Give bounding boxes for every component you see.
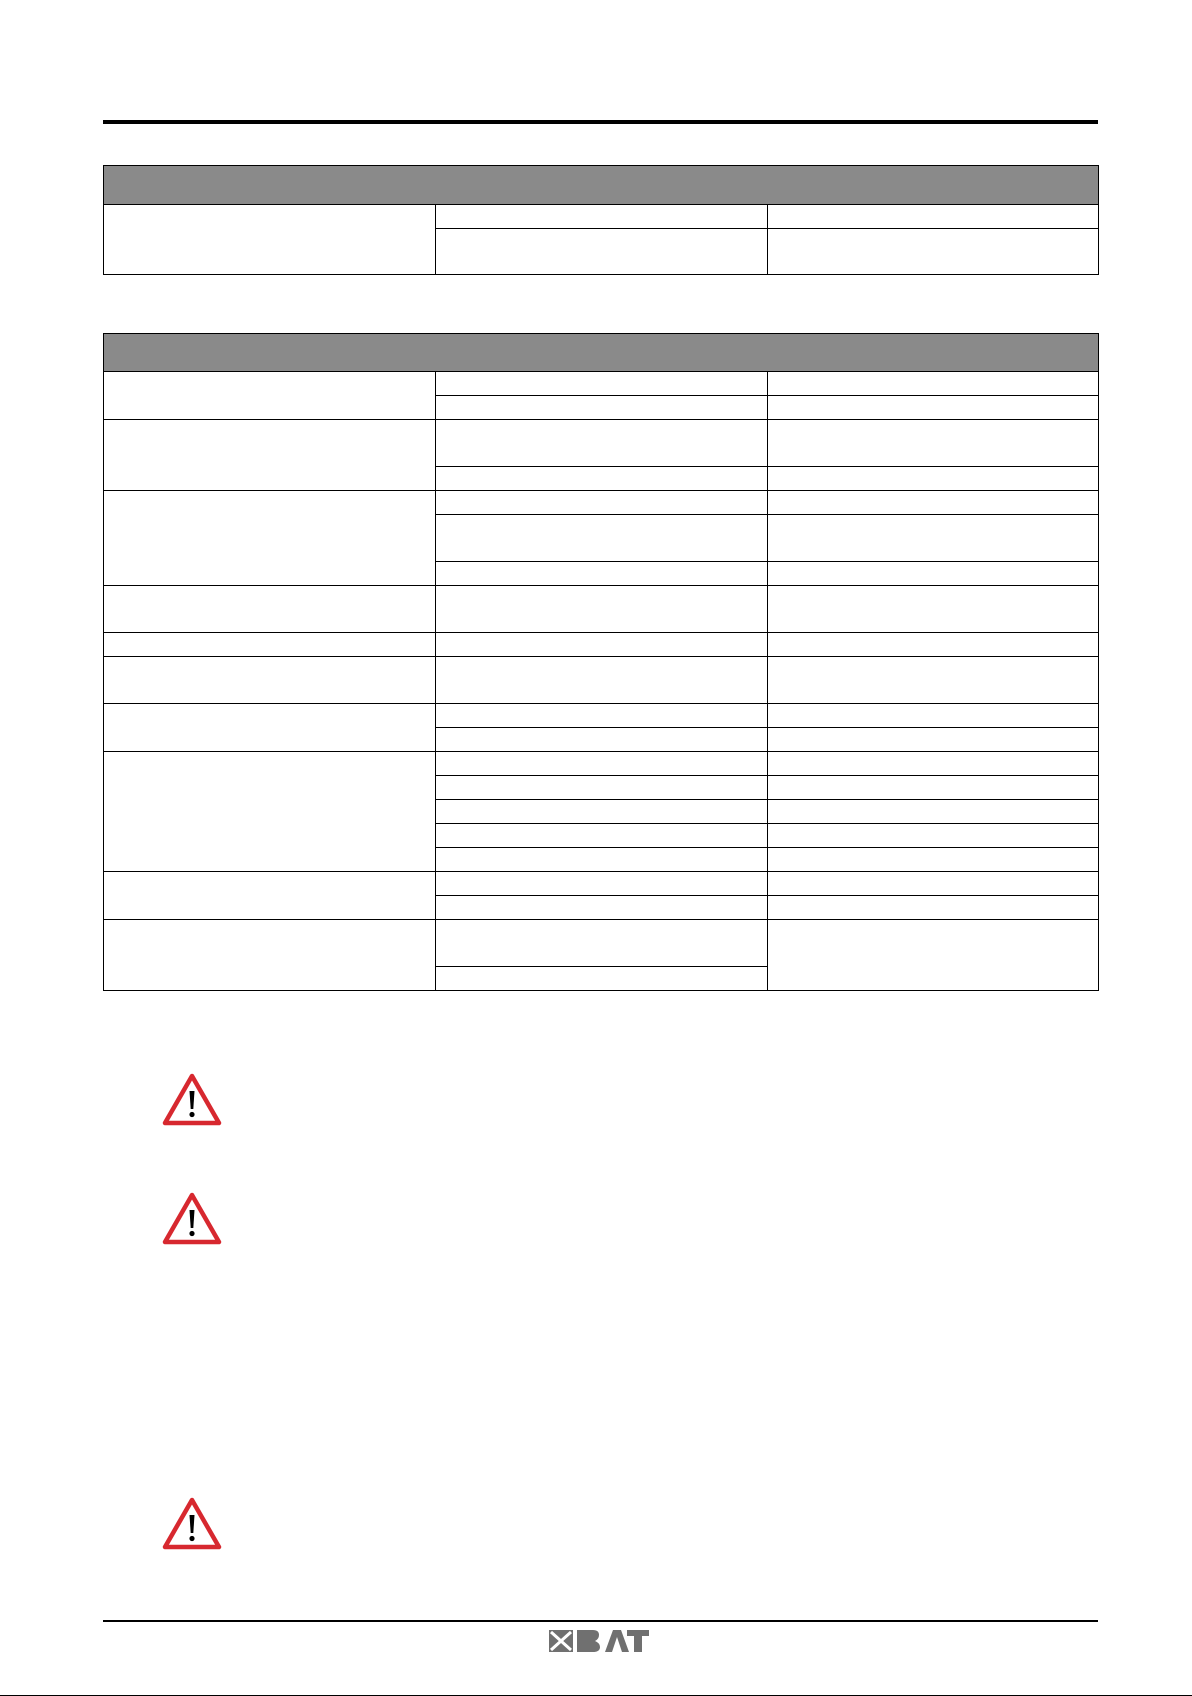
table-cell — [436, 205, 768, 229]
footer-rule — [103, 1620, 1098, 1622]
table-cell — [104, 586, 436, 633]
table-header — [104, 334, 1099, 372]
table-cell — [436, 491, 768, 515]
table-cell — [768, 205, 1099, 229]
table-cell — [768, 872, 1099, 896]
table-cell — [436, 872, 768, 896]
table-cell — [436, 657, 768, 704]
table-cell — [768, 728, 1099, 752]
table-cell — [768, 704, 1099, 728]
table-cell — [104, 491, 436, 586]
table-cell — [104, 704, 436, 752]
bat-logo — [547, 1627, 651, 1667]
table-cell — [436, 728, 768, 752]
table-cell — [104, 657, 436, 704]
table-cell — [436, 467, 768, 491]
table-cell — [436, 420, 768, 467]
table-cell — [104, 633, 436, 657]
table-cell — [436, 967, 768, 991]
table-cell — [436, 896, 768, 920]
table-cell — [436, 704, 768, 728]
table-header — [104, 166, 1099, 205]
warning-triangle-icon — [162, 1192, 222, 1245]
table-cell — [768, 396, 1099, 420]
table-cell — [436, 920, 768, 967]
table-cell — [104, 420, 436, 491]
table-cell — [768, 752, 1099, 776]
table-cell — [768, 586, 1099, 633]
table-cell — [436, 752, 768, 776]
table-cell — [768, 896, 1099, 920]
table-cell — [436, 776, 768, 800]
table-cell — [436, 515, 768, 562]
table-cell — [768, 824, 1099, 848]
table-cell — [104, 872, 436, 920]
table-cell — [436, 824, 768, 848]
table-cell — [768, 372, 1099, 396]
table-cell — [768, 657, 1099, 704]
spec-table-2 — [103, 333, 1099, 991]
table-cell — [768, 515, 1099, 562]
table-cell — [436, 372, 768, 396]
table-cell — [104, 752, 436, 872]
table-cell — [768, 920, 1099, 991]
table-cell — [104, 205, 436, 275]
table-cell — [768, 633, 1099, 657]
spec-table-1 — [103, 165, 1099, 275]
table-cell — [436, 586, 768, 633]
table-cell — [436, 396, 768, 420]
table-cell — [768, 800, 1099, 824]
table-cell — [104, 372, 436, 420]
warning-triangle-icon — [162, 1497, 222, 1550]
table-cell — [768, 229, 1099, 275]
table-cell — [768, 848, 1099, 872]
top-rule — [103, 120, 1098, 124]
table-cell — [768, 562, 1099, 586]
table-cell — [768, 776, 1099, 800]
table-cell — [436, 633, 768, 657]
table-cell — [436, 562, 768, 586]
table-cell — [768, 467, 1099, 491]
table-cell — [436, 848, 768, 872]
table-cell — [768, 420, 1099, 467]
table-cell — [436, 800, 768, 824]
table-cell — [104, 920, 436, 991]
warning-triangle-icon — [162, 1073, 222, 1126]
table-cell — [436, 229, 768, 275]
table-cell — [768, 491, 1099, 515]
